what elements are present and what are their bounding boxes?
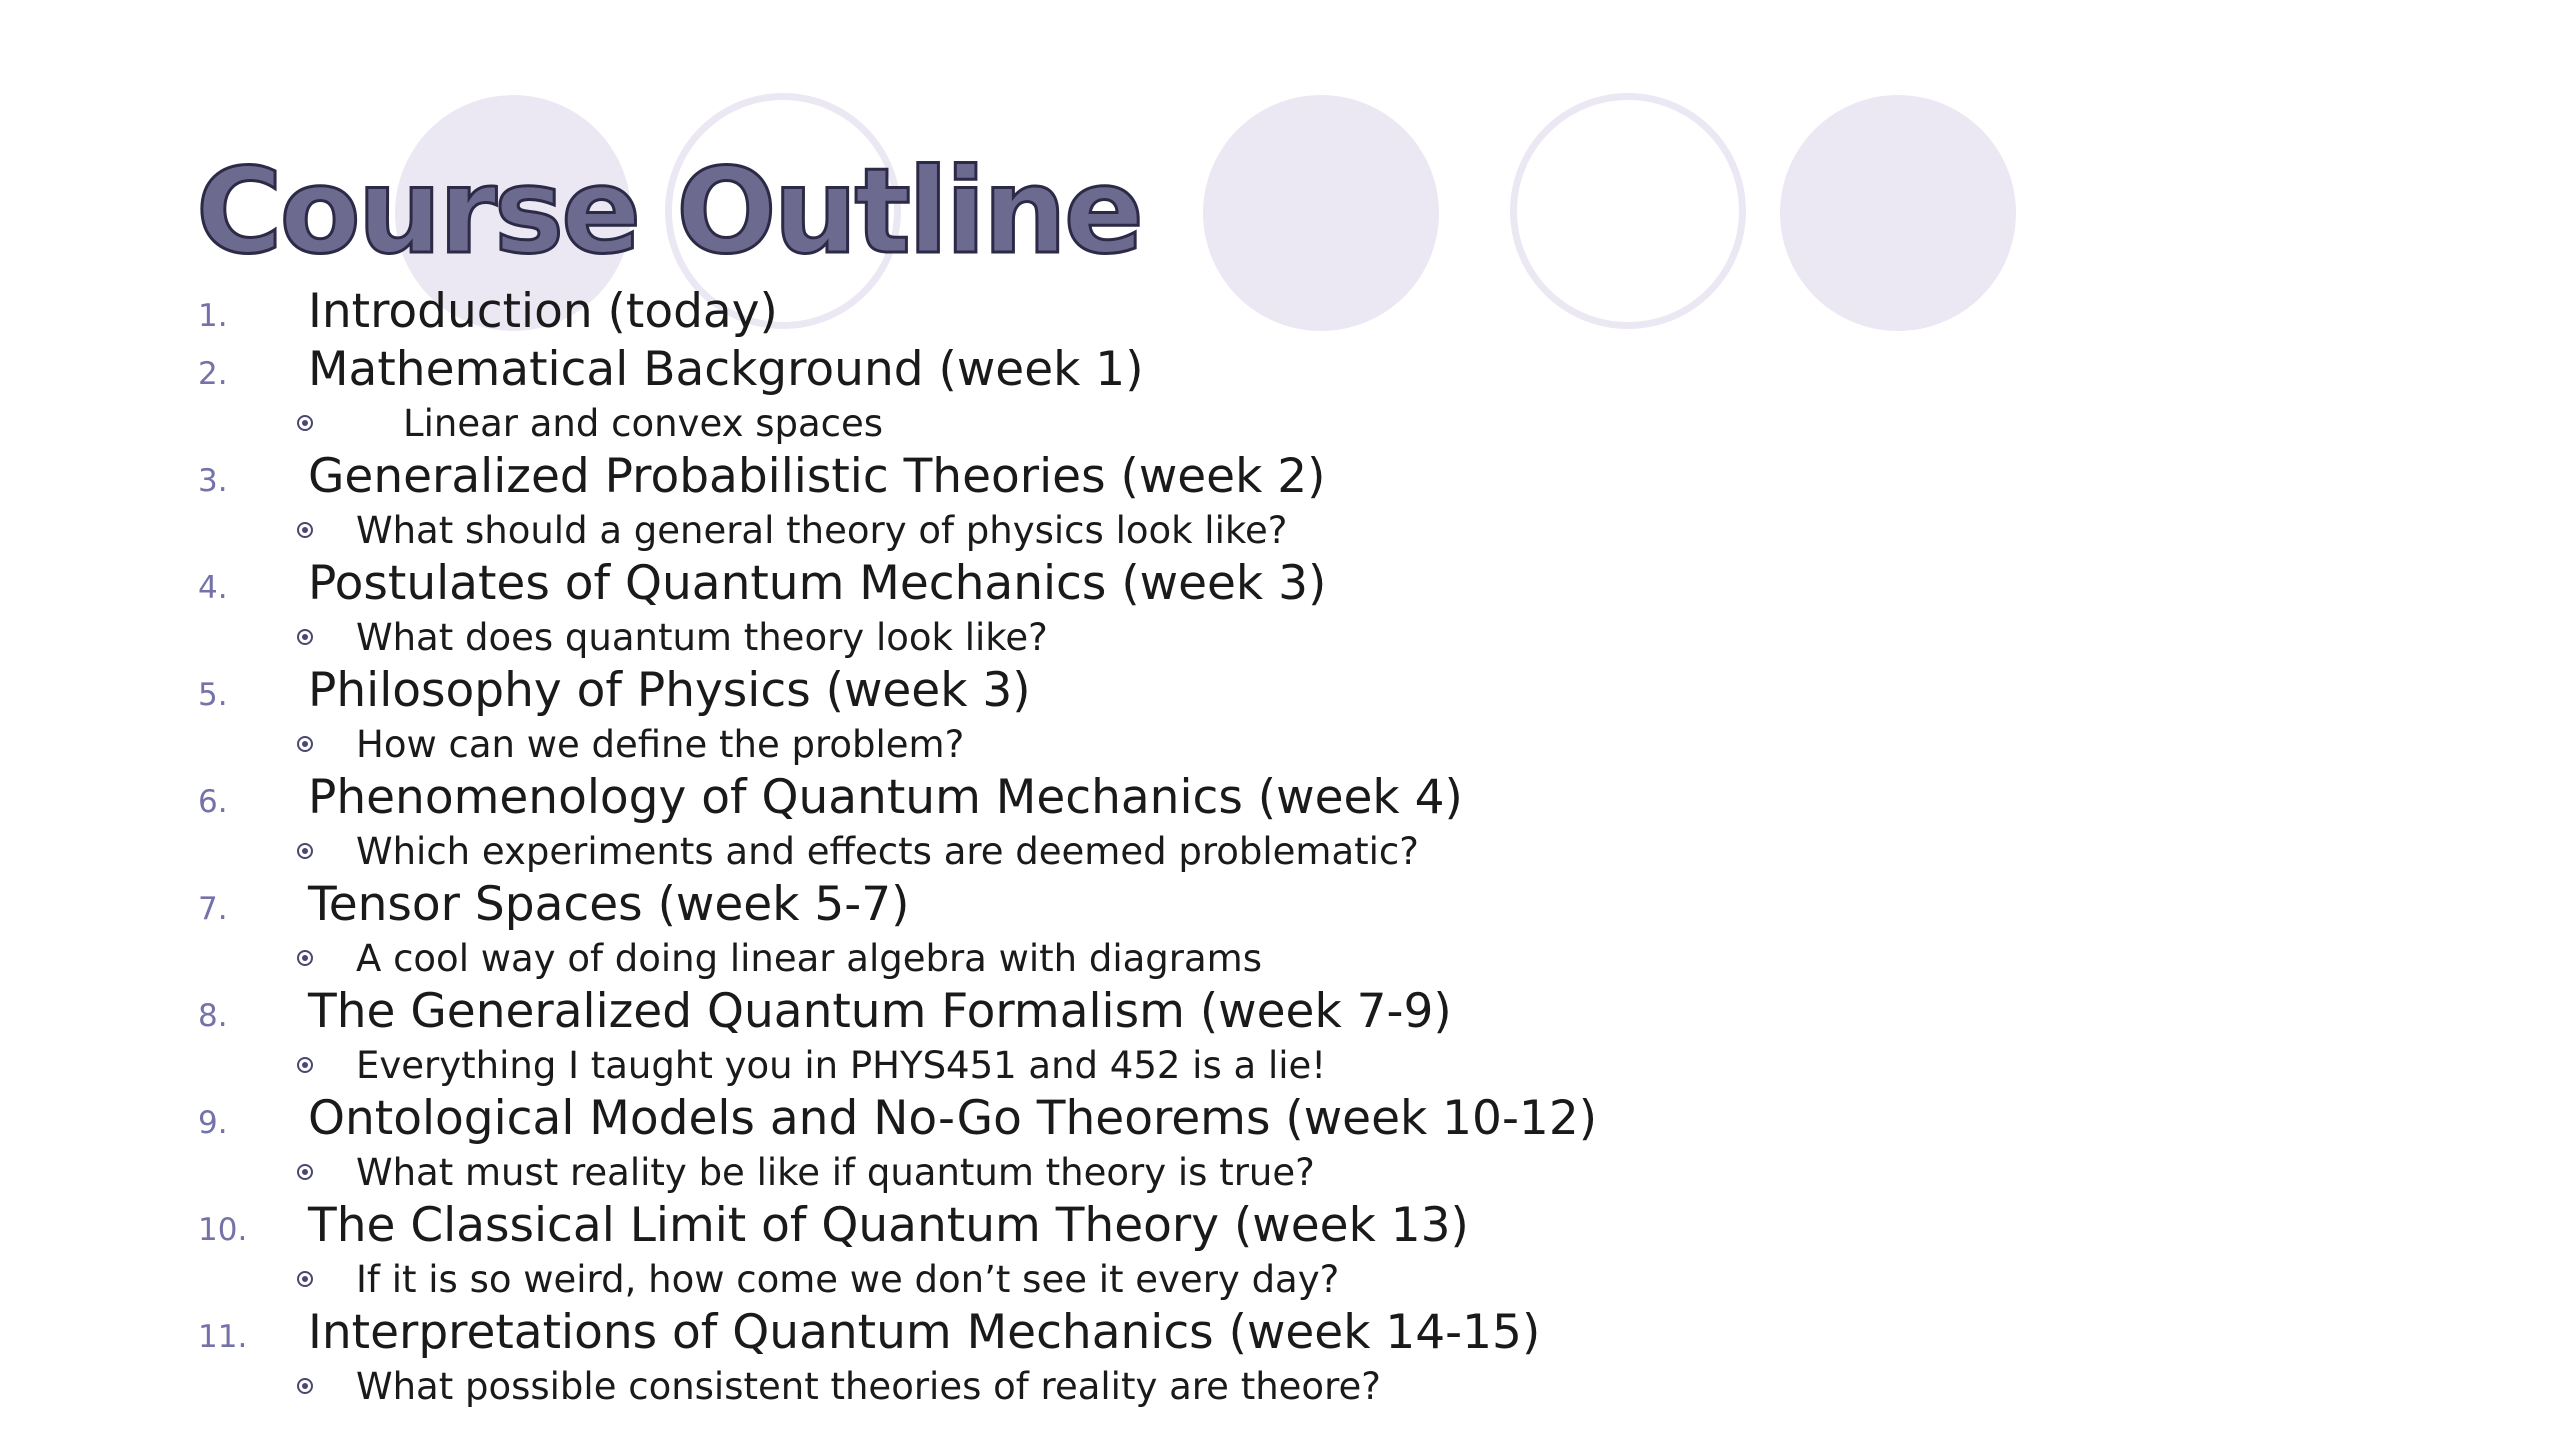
item-number: 10. <box>198 1212 248 1248</box>
item-number: 3. <box>198 463 228 499</box>
circle-bullet-icon <box>297 1378 313 1394</box>
outline-item <box>0 768 2560 826</box>
outline-item <box>0 982 2560 1040</box>
outline-subitem <box>0 1147 2560 1196</box>
subitem-text: A cool way of doing linear algebra with diagrams <box>356 937 1262 980</box>
subitem-text: What possible consistent theories of reality are theore? <box>356 1365 1381 1408</box>
slide-title: Course Outline <box>196 142 1141 280</box>
circle-bullet-icon <box>297 843 313 859</box>
outline-subitem <box>0 505 2560 554</box>
circle-bullet-icon <box>297 736 313 752</box>
subitem-text: If it is so weird, how come we don’t see it every day? <box>356 1258 1340 1301</box>
item-number: 7. <box>198 891 228 927</box>
outline-subitem <box>0 1040 2560 1089</box>
circle-bullet-icon <box>297 629 313 645</box>
outline-item <box>0 1089 2560 1147</box>
outline-item <box>0 447 2560 505</box>
outline-subitem <box>0 719 2560 768</box>
circle-bullet-icon <box>297 950 313 966</box>
item-text: Postulates of Quantum Mechanics (week 3) <box>308 556 1327 611</box>
outline-item <box>0 554 2560 612</box>
circle-bullet-icon <box>297 1271 313 1287</box>
item-number: 1. <box>198 298 228 334</box>
course-outline-list <box>0 282 2560 1410</box>
item-number: 11. <box>198 1319 248 1355</box>
outline-item <box>0 340 2560 398</box>
outline-subitem <box>0 1254 2560 1303</box>
item-text: Interpretations of Quantum Mechanics (week 14-15) <box>308 1305 1541 1360</box>
outline-item <box>0 282 2560 340</box>
circle-bullet-icon <box>297 1057 313 1073</box>
outline-item <box>0 1303 2560 1361</box>
item-text: The Classical Limit of Quantum Theory (week 13) <box>308 1198 1469 1253</box>
outline-item <box>0 1196 2560 1254</box>
outline-subitem <box>0 398 2560 447</box>
circle-bullet-icon <box>297 415 313 431</box>
circle-bullet-icon <box>297 522 313 538</box>
item-text: Mathematical Background (week 1) <box>308 342 1144 397</box>
item-text: Phenomenology of Quantum Mechanics (week 4) <box>308 770 1463 825</box>
item-text: The Generalized Quantum Formalism (week 7-9) <box>308 984 1452 1039</box>
outline-item <box>0 875 2560 933</box>
subitem-text: How can we define the problem? <box>356 723 965 766</box>
circle-bullet-icon <box>297 1164 313 1180</box>
item-number: 5. <box>198 677 228 713</box>
subitem-text: Everything I taught you in PHYS451 and 452 is a lie! <box>356 1044 1327 1087</box>
item-text: Ontological Models and No-Go Theorems (week 10-12) <box>308 1091 1598 1146</box>
outline-subitem <box>0 1361 2560 1410</box>
item-number: 2. <box>198 356 228 392</box>
item-text: Generalized Probabilistic Theories (week 2) <box>308 449 1326 504</box>
subitem-text: What should a general theory of physics look like? <box>356 509 1288 552</box>
outline-subitem <box>0 933 2560 982</box>
outline-subitem <box>0 826 2560 875</box>
item-text: Philosophy of Physics (week 3) <box>308 663 1031 718</box>
item-number: 9. <box>198 1105 228 1141</box>
item-number: 6. <box>198 784 228 820</box>
item-text: Introduction (today) <box>308 284 778 339</box>
item-number: 8. <box>198 998 228 1034</box>
outline-subitem <box>0 612 2560 661</box>
item-number: 4. <box>198 570 228 606</box>
outline-item <box>0 661 2560 719</box>
subitem-text: What does quantum theory look like? <box>356 616 1048 659</box>
subitem-text: Linear and convex spaces <box>403 402 884 445</box>
subitem-text: Which experiments and effects are deemed problematic? <box>356 830 1419 873</box>
subitem-text: What must reality be like if quantum theory is true? <box>356 1151 1315 1194</box>
item-text: Tensor Spaces (week 5-7) <box>308 877 910 932</box>
